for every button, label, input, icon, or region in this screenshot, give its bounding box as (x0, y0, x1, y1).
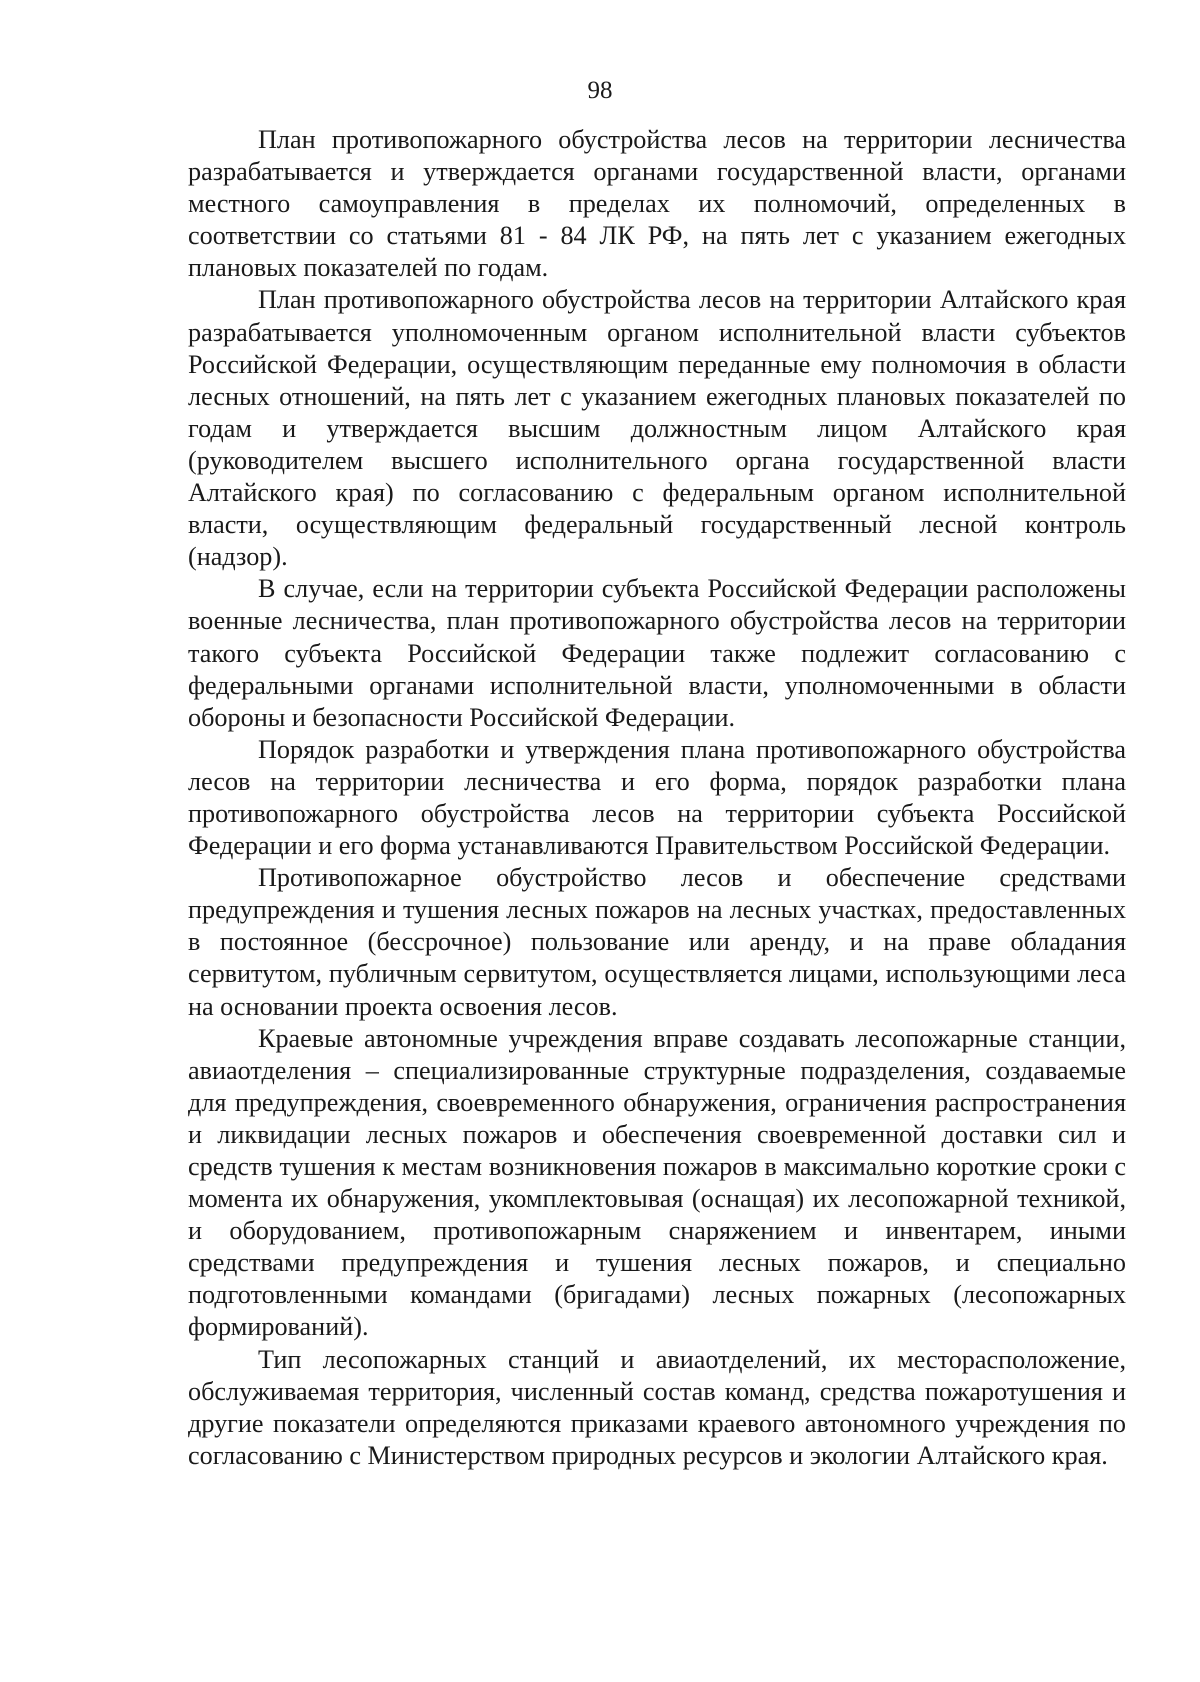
paragraph: Порядок разработки и утверждения плана противопожарного обустройства лесов на территории лесничества и его форма, порядок разработки плана противопожарного обустройства лесов на территории субъекта Российской Федерации и его форма устанавливаются Правительством Российской Федерации. (188, 734, 1126, 861)
paragraph: В случае, если на территории субъекта Российской Федерации расположены военные лесничества, план противопожарного обустройства лесов на территории такого субъекта Российской Федерации также подлежит согласованию с федеральными органами исполнительной власти, уполномоченными в области обороны и безопасности Российской Федерации. (188, 574, 1126, 732)
document-body (188, 124, 1126, 1472)
page-number: 98 (587, 77, 613, 104)
paragraph: Тип лесопожарных станций и авиаотделений, их месторасположение, обслуживаемая территория, численный состав команд, средства пожаротушения и другие показатели определяются приказами краевого автономного учреждения по согласованию с Министерством природных ресурсов и экологии Алтайского края. (188, 1344, 1126, 1470)
paragraph: План противопожарного обустройства лесов на территории Алтайского края разрабатывается уполномоченным органом исполнительной власти субъектов Российской Федерации, осуществляющим переданные ему полномочия в области лесных отношений, на пять лет с указанием ежегодных плановых показателей по годам и утверждается высшим должностным лицом Алтайского края (руководителем высшего исполнительного органа государственной власти Алтайского края) по согласованию с федеральным органом исполнительной власти, осуществляющим федеральный государственный лесной контроль (надзор). (188, 285, 1126, 572)
paragraph: Противопожарное обустройство лесов и обеспечение средствами предупреждения и тушения лесных пожаров на лесных участках, предоставленных в постоянное (бессрочное) пользование или аренду, и на праве обладания сервитутом, публичным сервитутом, осуществляется лицами, использующими леса на основании проекта освоения лесов. (188, 863, 1126, 1021)
paragraph: Краевые автономные учреждения вправе создавать лесопожарные станции, авиаотделения – специализированные структурные подразделения, создаваемые для предупреждения, своевременного обнаружения, ограничения распространения и ликвидации лесных пожаров и обеспечения своевременной доставки сил и средств тушения к местам возникновения пожаров в максимально короткие сроки с момента их обнаружения, укомплектовывая (оснащая) их лесопожарной техникой, и оборудованием, противопожарным снаряжением и инвентарем, иными средствами предупреждения и тушения лесных пожаров, и специально подготовленными командами (бригадами) лесных пожарных (лесопожарных формирований). (188, 1023, 1126, 1342)
paragraph: План противопожарного обустройства лесов на территории лесничества разрабатывается и утверждается органами государственной власти, органами местного самоуправления в пределах их полномочий, определенных в соответствии со статьями 81 - 84 ЛК РФ, на пять лет с указанием ежегодных плановых показателей по годам. (188, 125, 1126, 283)
